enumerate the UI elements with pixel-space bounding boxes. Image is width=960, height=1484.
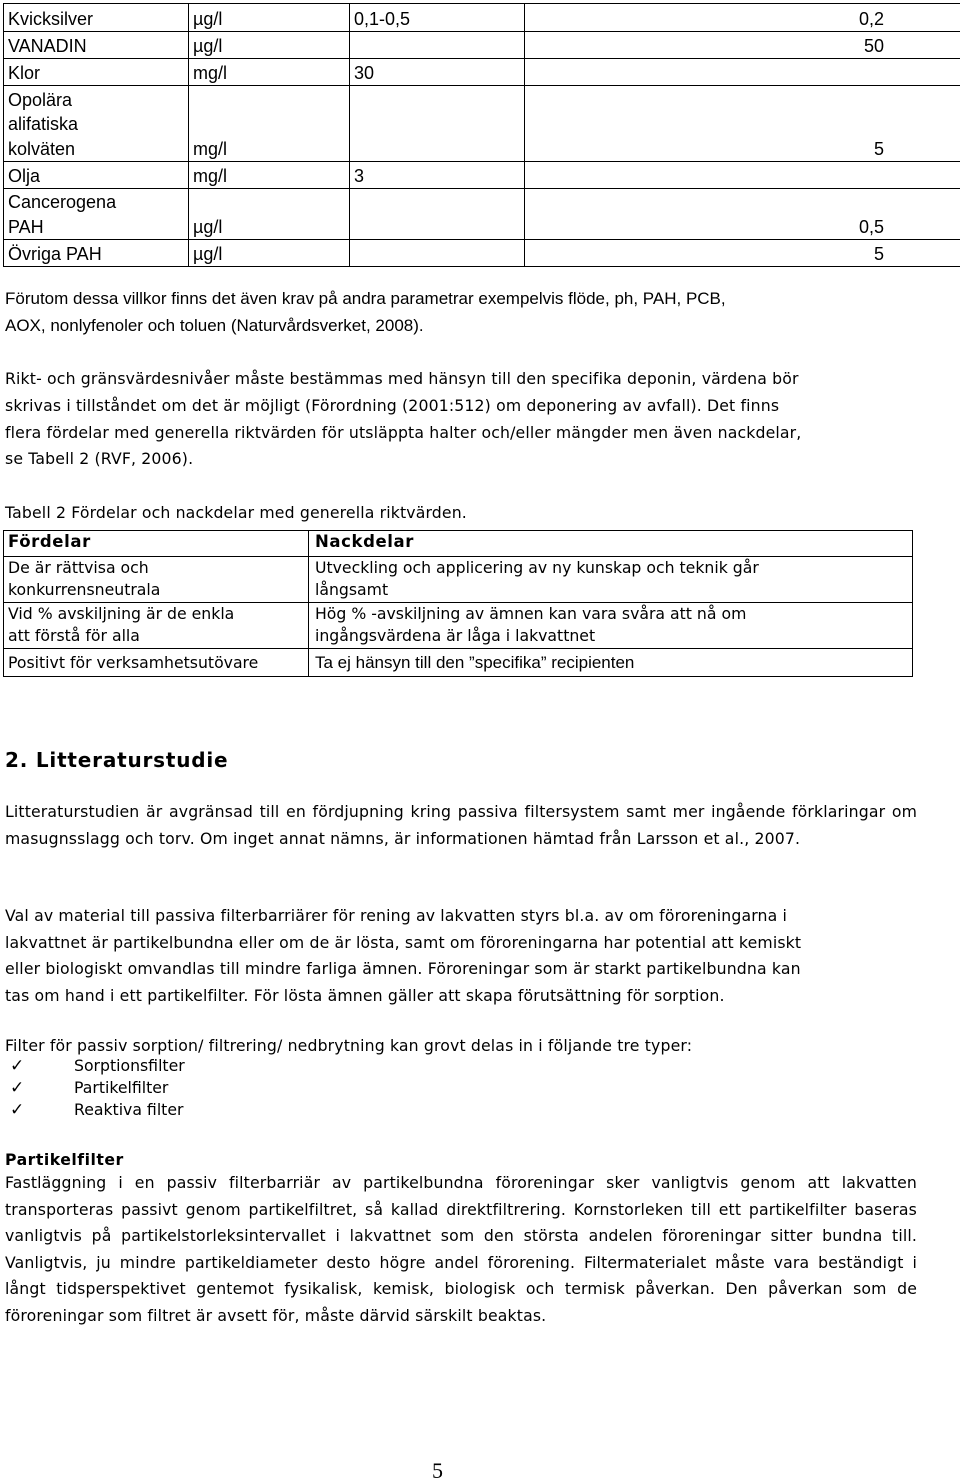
value-cell-2 <box>525 59 960 86</box>
substance-name: Kvicksilver <box>4 4 189 32</box>
cons-header: Nackdelar <box>309 531 913 557</box>
table-row <box>4 649 913 677</box>
unit-cell: µg/l <box>189 189 350 240</box>
checkmark-icon: ✓ <box>10 1099 74 1121</box>
value-cell-1: 0,1-0,5 <box>350 4 525 32</box>
table2-caption: Tabell 2 Fördelar och nackdelar med generella riktvärden. <box>5 500 917 527</box>
table-row <box>4 4 960 32</box>
paragraph-literature-scope: Litteraturstudien är avgränsad till en fördjupning kring passiva filtersystem samt mer ingående förklaringar om masugnsslagg och torv. Om inget annat nämns, är informationen hämtad från Larsson et al., 2007. <box>5 799 917 852</box>
cons-cell: Utveckling och applicering av ny kunskap och teknik går långsamt <box>309 557 913 603</box>
subheading-particle-filter: Partikelfilter <box>5 1150 124 1169</box>
substance-name: Klor <box>4 59 189 86</box>
table-row <box>4 557 913 603</box>
substance-name: Cancerogena PAH <box>4 189 189 240</box>
substance-name: VANADIN <box>4 32 189 59</box>
pros-cell: Vid % avskiljning är de enkla att förstå för alla <box>4 603 309 649</box>
unit-cell: µg/l <box>189 240 350 267</box>
page-number: 5 <box>432 1458 443 1484</box>
list-item-label: Sorptionsfilter <box>74 1055 185 1077</box>
substance-name: Övriga PAH <box>4 240 189 267</box>
pros-cell: Positivt för verksamhetsutövare <box>4 649 309 677</box>
paragraph-limit-levels: Rikt- och gränsvärdesnivåer måste bestämmas med hänsyn till den specifika deponin, värdena bör skrivas i tillståndet om det är möjligt (Förordning (2001:512) om deponering av avfall). Det finns flera fördelar med generella riktvärden för utsläppta halter och/eller mängder men även nackdelar, se Tabell 2 (RVF, 2006). <box>5 366 917 473</box>
unit-cell: µg/l <box>189 4 350 32</box>
table-row <box>4 162 960 189</box>
substance-name: Olja <box>4 162 189 189</box>
value-cell-2: 50 <box>525 32 960 59</box>
table-row <box>4 59 960 86</box>
list-item <box>10 1099 185 1121</box>
unit-cell: mg/l <box>189 162 350 189</box>
section-heading: 2. Litteraturstudie <box>5 748 228 772</box>
limit-values-table <box>3 3 960 267</box>
pros-header: Fördelar <box>4 531 309 557</box>
table-row <box>4 32 960 59</box>
list-item-label: Partikelfilter <box>74 1077 168 1099</box>
paragraph-extra-requirements: Förutom dessa villkor finns det även krav på andra parametrar exempelvis flöde, ph, PAH, PCB, AOX, nonlyfenoler och toluen (Naturvårdsverket, 2008). <box>5 286 917 339</box>
cons-cell: Hög % -avskiljning av ämnen kan vara svåra att nå om ingångsvärdena är låga i lakvattnet <box>309 603 913 649</box>
value-cell-1 <box>350 32 525 59</box>
value-cell-2: 0,5 <box>525 189 960 240</box>
value-cell-1 <box>350 189 525 240</box>
value-cell-2: 0,2 <box>525 4 960 32</box>
value-cell-2: 5 <box>525 240 960 267</box>
value-cell-1 <box>350 86 525 162</box>
value-cell-1: 3 <box>350 162 525 189</box>
table-header-row <box>4 531 913 557</box>
cons-cell: Ta ej hänsyn till den ”specifika” recipienten <box>309 649 913 677</box>
pros-cons-table <box>3 530 913 677</box>
list-item <box>10 1077 185 1099</box>
pros-cell: De är rättvisa och konkurrensneutrala <box>4 557 309 603</box>
table-row <box>4 603 913 649</box>
value-cell-2 <box>525 162 960 189</box>
value-cell-2: 5 <box>525 86 960 162</box>
table-row <box>4 240 960 267</box>
table-row <box>4 189 960 240</box>
value-cell-1 <box>350 240 525 267</box>
paragraph-material-choice: Val av material till passiva filterbarriärer för rening av lakvatten styrs bl.a. av om föroreningarna i lakvattnet är partikelbundna eller om de är lösta, samt om föroreningarna har potential att kemiskt eller biologiskt omvandlas till mindre farliga ämnen. Föroreningar som är starkt partikelbundna kan tas om hand i ett partikelfilter. För lösta ämnen gäller att skapa förutsättning för sorption. <box>5 903 917 1009</box>
paragraph-filter-types: Filter för passiv sorption/ filtrering/ nedbrytning kan grovt delas in i följande tre typer: <box>5 1033 917 1060</box>
filter-type-list <box>10 1055 185 1121</box>
value-cell-1: 30 <box>350 59 525 86</box>
paragraph-particle-filter: Fastläggning i en passiv filterbarriär av partikelbundna föroreningar sker vanligtvis genom att lakvatten transporteras passivt genom partikelfiltret, så kallad direktfiltrering. Kornstorleken till ett partikelfilter baseras vanligtvis på partikelstorleksintervallet i lakvattnet som den största andelen föroreningar sitter bundna till. Vanligtvis, ju mindre partikeldiameter desto högre andel förorening. Filtermaterialet måste vara beständigt i långt tidsperspektivet gentemot fysikalisk, kemisk, biologisk och termisk påverkan. Den påverkan som de föroreningar som filtret är avsett för, måste därvid särskilt beaktas. <box>5 1170 917 1329</box>
list-item-label: Reaktiva filter <box>74 1099 183 1121</box>
unit-cell: µg/l <box>189 32 350 59</box>
table-row <box>4 86 960 162</box>
substance-name: Opolära alifatiska kolväten <box>4 86 189 162</box>
unit-cell: mg/l <box>189 59 350 86</box>
list-item <box>10 1055 185 1077</box>
checkmark-icon: ✓ <box>10 1077 74 1099</box>
checkmark-icon: ✓ <box>10 1055 74 1077</box>
unit-cell: mg/l <box>189 86 350 162</box>
